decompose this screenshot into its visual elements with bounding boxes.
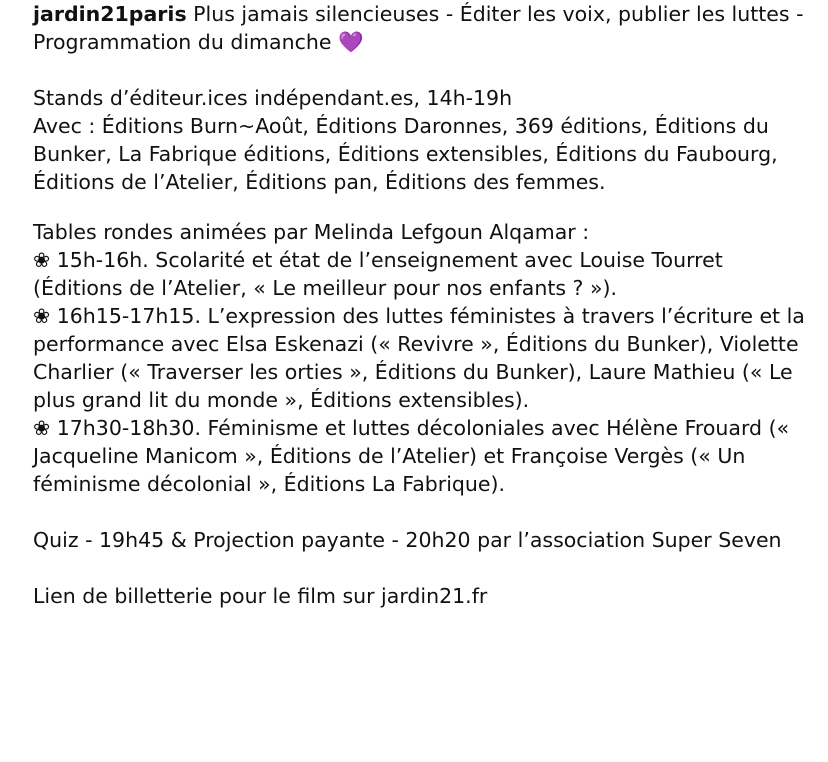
stands-list: Avec : Éditions Burn~Août, Éditions Daronnes, 369 éditions, Éditions du Bunker, La Fabrique éditions, Éditions extensibles, Éditions du Faubourg, Éditions de l’Atelier, Éditions pan, Éditions des femmes.	[33, 114, 778, 194]
roundtable-text: 15h-16h. Scolarité et état de l’enseignement avec Louise Tourret (Éditions de l’Atelier, « Le meilleur pour nos enfants ? »).	[33, 248, 723, 300]
roundtable-item	[33, 246, 813, 302]
roundtable-text: 16h15-17h15. L’expression des luttes féministes à travers l’écriture et la performance avec Elsa Eskenazi (« Revivre », Éditions du Bunker), Violette Charlier (« Traverser les orties », Éditions du Bunker), Laure Mathieu (« Le plus grand lit du monde », Éditions extensibles).	[33, 304, 805, 412]
header-text: Plus jamais silencieuses - Éditer les voix, publier les luttes - Programmation du dimanche 💜	[33, 2, 804, 54]
post-caption	[33, 0, 813, 610]
roundtable-item	[33, 302, 813, 414]
flower-icon: ❀	[33, 304, 51, 328]
roundtable-text: 17h30-18h30. Féminisme et luttes décoloniales avec Hélène Frouard (« Jacqueline Manicom », Éditions de l’Atelier) et Françoise Vergès (« Un féminisme décolonial », Éditions La Fabrique).	[33, 416, 790, 496]
username-link[interactable]: jardin21paris	[33, 2, 187, 26]
stands-title: Stands d’éditeur.ices indépendant.es, 14h-19h	[33, 86, 513, 110]
ticket-link-text: Lien de billetterie pour le film sur jardin21.fr	[33, 584, 488, 608]
caption-header	[33, 0, 813, 56]
flower-icon: ❀	[33, 248, 51, 272]
roundtable-item	[33, 414, 813, 498]
flower-icon: ❀	[33, 416, 51, 440]
roundtables-title: Tables rondes animées par Melinda Lefgoun Alqamar :	[33, 220, 590, 244]
evening-program: Quiz - 19h45 & Projection payante - 20h20 par l’association Super Seven	[33, 528, 782, 552]
